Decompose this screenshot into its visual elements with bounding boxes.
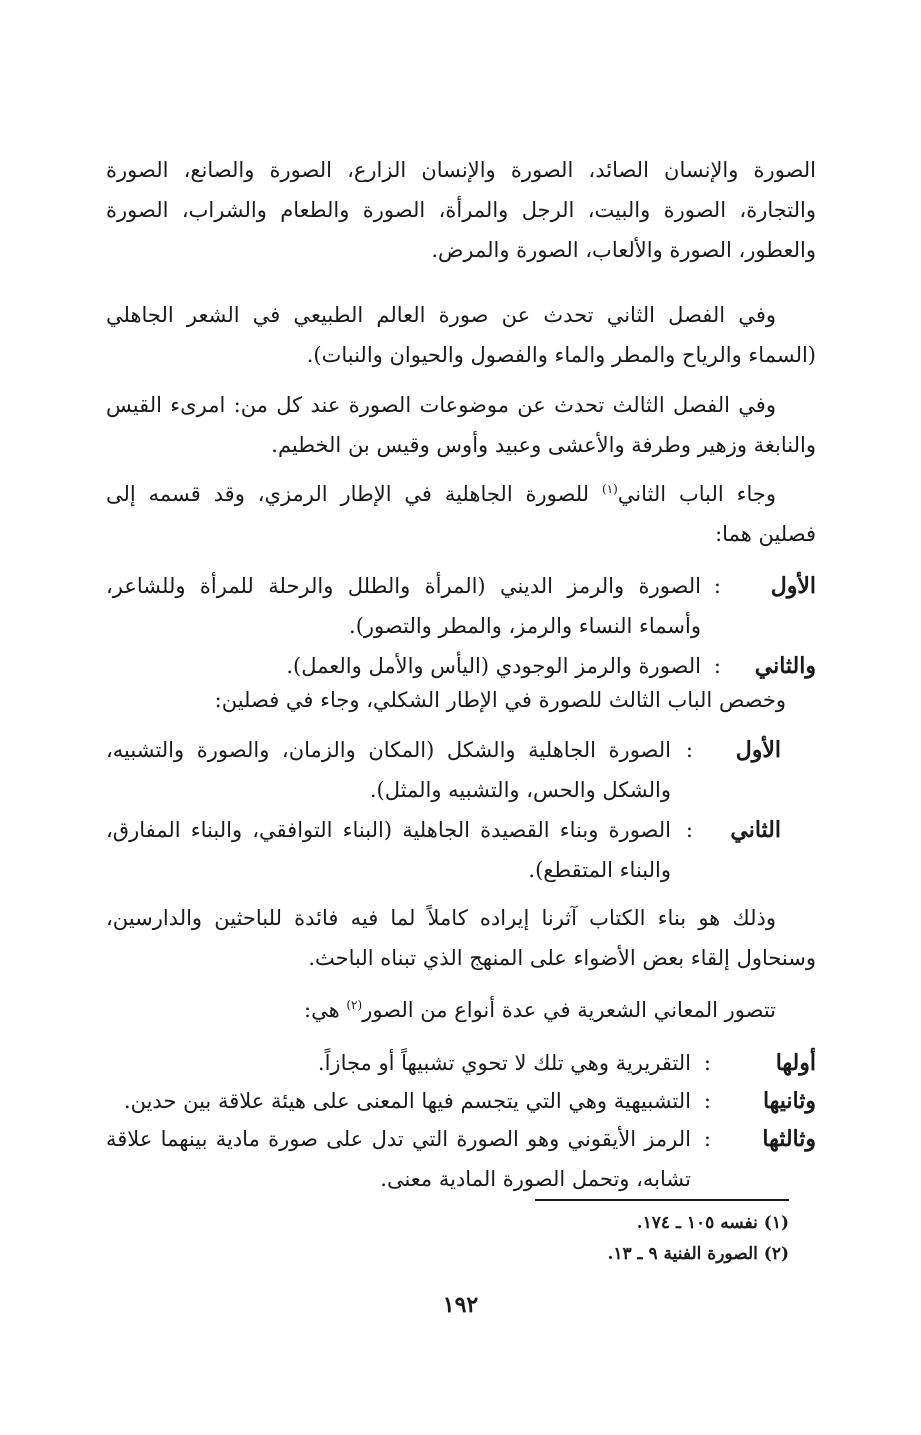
- paragraph-image-list: الصورة والإنسان الصائد، الصورة والإنسان الزارع، الصورة والصانع، الصورة والتجارة، الصورة والبيت، الرجل والمرأة، الصورة والطعام والشراب، الصورة والعطور، الصورة والألعاب، الصورة والمرض.: [106, 158, 816, 262]
- paragraph-book-structure: وذلك هو بناء الكتاب آثرنا إيراده كاملاً لما فيه فائدة للباحثين والدارسين، وسنحاول إلقاء بعض الأضواء على المنهج الذي تبناه الباحث.: [106, 906, 816, 970]
- section-two-second-text: الصورة والرمز الوجودي (اليأس والأمل والعمل).: [286, 654, 701, 678]
- paragraph-image-types-end: هي:: [304, 998, 347, 1022]
- type-two-colon: :: [703, 1089, 711, 1113]
- paragraph-section-two-start: وجاء الباب الثاني: [617, 482, 776, 506]
- paragraph-chapter-two: وفي الفصل الثاني تحدث عن صورة العالم الطبيعي في الشعر الجاهلي (السماء والرياح والمطر والماء والفصول والحيوان والنبات).: [106, 303, 816, 367]
- section-three-second-text: الصورة وبناء القصيدة الجاهلية (البناء التوافقي، والبناء المفارق، والبناء المتقطع).: [106, 818, 671, 882]
- footnote-ref-1: (١): [601, 482, 618, 496]
- paragraph-image-types: [106, 990, 816, 1030]
- paragraph-image-types-start: تتصور المعاني الشعرية في عدة أنواع من الصور: [362, 998, 776, 1022]
- section-three-first-colon: :: [685, 738, 693, 762]
- section-two-first-colon: :: [713, 574, 721, 598]
- type-three-colon: :: [703, 1127, 711, 1151]
- footnote-ref-2: (٢): [346, 998, 363, 1012]
- footnote-divider: [535, 1199, 789, 1201]
- type-two-text: التشبيهية وهي التي يتجسم فيها المعنى على هيئة علاقة بين حدين.: [123, 1089, 691, 1113]
- type-one-text: التقريرية وهي تلك لا تحوي تشبيهاً أو مجازاً.: [317, 1051, 691, 1075]
- type-three-text: الرمز الأيقوني وهو الصورة التي تدل على صورة مادية بينهما علاقة تشابه، وتحمل الصورة المادية معنى.: [106, 1127, 691, 1191]
- type-one-term: أولها: [775, 1050, 816, 1076]
- page-number: ١٩٢: [442, 1292, 479, 1318]
- type-two-term: وثانيها: [762, 1088, 816, 1114]
- section-three-second-term: الثاني: [730, 817, 781, 843]
- footnote-1: (١) نفسه ١٠٥ ـ ١٧٤.: [636, 1213, 789, 1233]
- type-one-colon: :: [703, 1051, 711, 1075]
- paragraph-section-two-end: للصورة الجاهلية في الإطار الرمزي، وقد قسمه إلى فصلين هما:: [106, 482, 816, 546]
- section-two-first-term: الأول: [770, 573, 816, 599]
- section-three-first-term: الأول: [735, 737, 781, 763]
- paragraph-section-two: [106, 474, 816, 554]
- section-three-first-text: الصورة الجاهلية والشكل (المكان والزمان، والصورة والتشبيه، والشكل والحس، والتشبيه والمثل).: [106, 738, 671, 802]
- section-three-second-colon: :: [685, 818, 693, 842]
- section-two-second-colon: :: [713, 654, 721, 678]
- footnote-2: (٢) الصورة الفنية ٩ ـ ١٣.: [607, 1244, 789, 1264]
- section-two-first-text: الصورة والرمز الديني (المرأة والطلل والرحلة للمرأة وللشاعر، وأسماء النساء والرمز، والمطر والتصور).: [106, 574, 701, 638]
- paragraph-chapter-three-text: وفي الفصل الثالث تحدث عن موضوعات الصورة عند كل من: امرىء القيس والنابغة وزهير وطرفة والأعشى وعبيد وأوس وقيس بن الخطيم.: [106, 393, 816, 457]
- type-three-term: وثالثها: [762, 1126, 816, 1152]
- paragraph-chapter-three: [106, 385, 816, 465]
- paragraph-section-three: وخصص الباب الثالث للصورة في الإطار الشكلي، وجاء في فصلين:: [214, 688, 786, 712]
- section-two-second-term: والثاني: [754, 653, 816, 679]
